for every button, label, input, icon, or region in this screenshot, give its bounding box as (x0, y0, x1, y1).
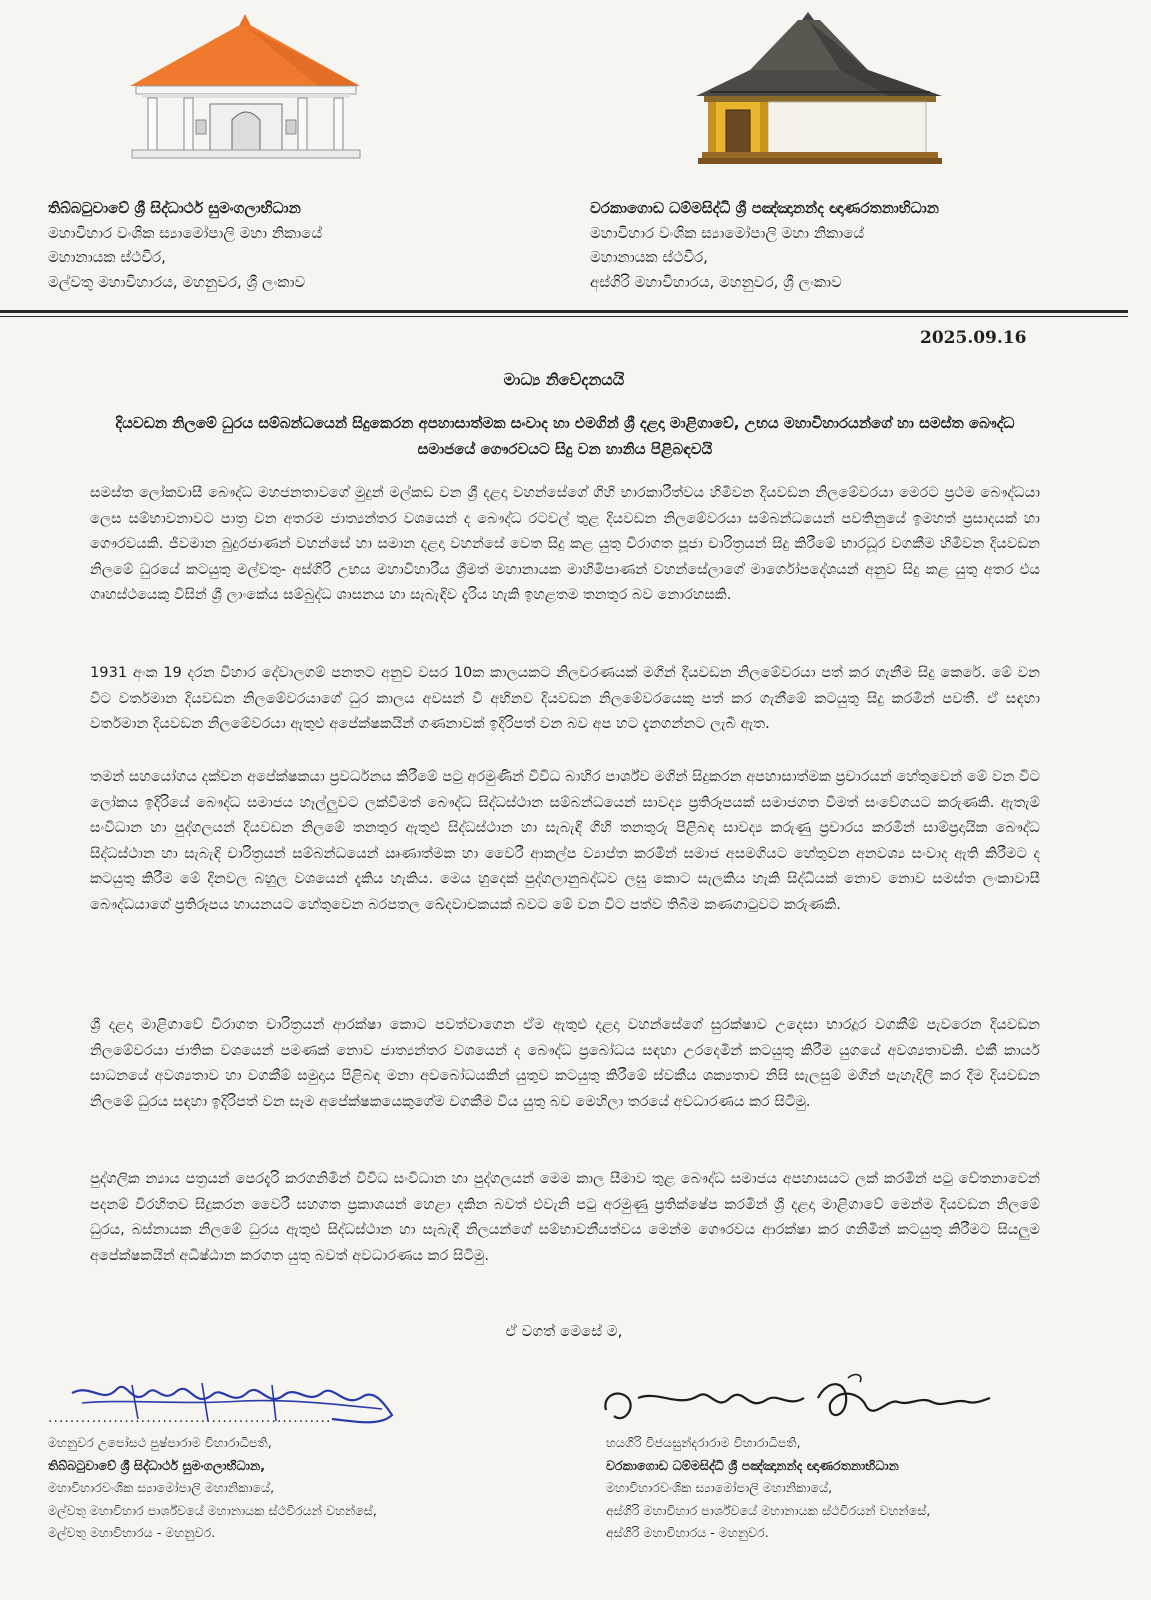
signatory-left-address: මල්වතු මහාවිහාරය - මහනුවර. (48, 1525, 216, 1540)
right-signature (598, 1368, 998, 1438)
signatory-right-title: අස්ගිරි මහාවිහාර පාර්ශ්වයේ මහානායක ස්ථවිරයන් වහන්සේ, (606, 1502, 931, 1518)
document-title: මාධ්‍ය නිවේදනයයි (503, 370, 625, 389)
letterhead-left (48, 196, 528, 294)
octagonal-pavilion-orange-roof-icon (128, 12, 363, 162)
letterhead-divider-thick (0, 310, 1128, 313)
document-subject: දියවඩන නිලමේ ධුරය සම්බන්ධයෙන් සිදුකෙරන අපහාසාත්මක සංවාද හා එමගින් ශ්‍රී දළදා මාළිගාවේ, උභය මහාවිහාරයන්ගේ හා සමස්ත බෞද්ධ සමාජයේ ගෞරවයට සිදු වන හානිය පිළිබඳවයි (115, 414, 1015, 458)
signatory-right-nikaya: මහාවිහාරවංශික ස්‍යාමෝපාලි මහානිකායේ, (606, 1480, 833, 1495)
signature-line: .................................................... (48, 1410, 332, 1426)
document-date: 2025.09.16 (920, 328, 1027, 348)
signatory-right-address: අස්ගිරි මහාවිහාරය - මහනුවර. (606, 1525, 769, 1540)
signatory-left-name: තිබ්බටුවාවේ ශ්‍රී සිද්ධාර්ථ සුමංගලාභිධාන, (48, 1457, 265, 1473)
signatory-left (48, 1432, 498, 1545)
letterhead-divider-thin (0, 316, 1128, 317)
signatory-right-name: වරකාගොඩ ධම්මසිද්ධි ශ්‍රී පඤ්ඤානන්ද ඥාණරතනාභිධාන (606, 1457, 899, 1473)
signatory-right (606, 1432, 1116, 1545)
signatory-left-temple: මහනුවර උපෝසථ පුෂ්පාරාම විහාරාධිපති, (48, 1435, 272, 1450)
letterhead-right-address: අස්ගිරි මහාවිහාරය, මහනුවර, ශ්‍රී ලංකාව (590, 272, 842, 291)
body-paragraph-3: තමන් සහයෝගය දක්වන අපේක්ෂකයා ප්‍රවර්ධනය කිරීමේ පටු අරමුණින් විවිධ බාහිර පාර්ශ්ව මගින් සිදුකරන අපහාසාත්මක ප්‍රචාරයන් හේතුවෙන් මේ වන විට ලෝකය ඉදිරියේ බෞද්ධ සමාජය හෑල්ලුවට ලක්වීමත් බෞද්ධ සිද්ධස්ථාන සම්බන්ධයෙන් සාවද්‍ය ප්‍රතිරූපයක් සමාජගත වීමත් සංවේගයට කරුණකි. ඇතැම් සංවිධාන හා පුද්ගලයන් දියවඩන නිලමේ තනතුර ඇතුළු සිද්ධස්ථාන හා සැබැඳි ගිහි තනතුරු පිළිබඳ සාවද්‍ය කරුණු ප්‍රචාරය කරමින් සාම්ප්‍රදායික බෞද්ධ සිද්ධස්ථාන හා සැබැඳි චාරිත්‍රයන් සම්බන්ධයෙන් ඍණාත්මක හා වෛරී ආකල්ප ව්‍යාප්ත කරමින් සමාජ අසමගියට හේතුවන අනවශ්‍ය සංවාද ඇති කිරීමට ද කටයුතු කිරීම මේ දිනවල බහුල වශයෙන් දැකිය හැකිය. මෙය හුදෙක් පුද්ගලානුබද්ධව ලඝු කොට සැලකිය හැකි සිද්ධියක් නොව නොව සමස්ත ලංකාවාසී බෞද්ධයාගේ ප්‍රතිරූපය හායනයට හේතුවෙන බරපතල ඛේදවාචකයක් බවට මේ වන විට පත්ව තිබීම කණගාටුවට කරුණකි. (90, 768, 1040, 913)
letterhead-right-nikaya: මහාවිහාර වංශික ස්‍යාමෝපාලි මහා නිකායේ (590, 223, 865, 242)
closing-phrase: ඒ වගත් මෙසේ ම, (505, 1322, 623, 1340)
signatory-right-temple: හයගිරි විජයසුන්දරාරාම විහාරාධිපති, (606, 1435, 801, 1450)
body-paragraph-2: 1931 අංක 19 දරන විහාර දේවාලගම් පනතට අනුව වසර 10ක කාලයකට නිලවරණයක් මගින් දියවඩන නිලමේවරයා පත් කර ගැනීම සිදු කෙරේ. මේ වන විට වර්තමාන දියවඩන නිලමේවරයාගේ ධුර කාලය අවසන් වී අභිනව දියවඩන නිලමේවරයෙකු පත් කර ගැනීමේ කටයුතු සිදු කරමින් පවතී. ඒ සඳහා වර්තමාන දියවඩන නිලමේවරයා ඇතුළු අපේක්ෂකයින් ගණනාවක් ඉදිරිපත් වන බව අප හට දැනගන්නට ලැබී ඇත. (90, 664, 1040, 733)
body-paragraph-4: ශ්‍රී දළදා මාළිගාවේ චිරාගත චාරිත්‍රයන් ආරක්ෂා කොට පවත්වාගෙන ඒම ඇතුළු දළදා වහන්සේගේ සුරක්ෂාව උදෙසා භාරදූර වගකීම් පැවරෙන දියවඩන නිලමේවරයා ජාතික වශයෙන් පමණක් නොව ජාත්‍යන්තර වශයෙන් ද බෞද්ධ ප්‍රබෝධය සඳහා උරදෙමින් කටයුතු කිරීම යුගයේ අවශ්‍යතාවකි. එකී කාර්ය සාධනයේ අවශ්‍යතාව හා වගකීම් සමුදාය පිළිබඳ මනා අවබෝධයකින් යුතුව කටයුතු කිරීමේ ස්වකීය ශක්‍යතාව නිසි සැලසුම් මගින් පැහැදිලි කර දීම දියවඩන නිලමේ ධුරය සඳහා ඉදිරිපත් වන සෑම අපේක්ෂකයෙකුගේම වගකීම විය යුතු බව මෙහිලා තරයේ අවධාරණය කර සිටිමු. (90, 1016, 1040, 1110)
body-paragraph-1: සමස්ත ලෝකවාසී බෞද්ධ මහජනතාවගේ මුදුන් මල්කඩ වන ශ්‍රී දළදා වහන්සේගේ ගිහි භාරකාරීත්වය හිමිවන දියවඩන නිලමේවරයා මෙරට ප්‍රථම බෞද්ධයා ලෙස සම්භාවනාවට පාත්‍ර වන අතරම ජාත්‍යන්තර වශයෙන් ද බෞද්ධ රටවල් තුළ දියවඩන නිලමේවරයා සම්බන්ධයෙන් පවතිනුයේ ඉමහත් ප්‍රසාදයක් හා ගෞරවයකි. ජීවමාන බුදුරජාණන් වහන්සේ හා සමාන දළදා වහන්සේ වෙත සිදු කළ යුතු චිරාගත පූජා චාරිත්‍රයන් සිදු කිරීමේ භාරධූර වගකීම හිමිවන දියවඩන නිලමේ ධුරයේ කටයුතු මල්වතු- අස්ගිරි උභය මහාවිහාරීය ශ්‍රීමත් මහානායක මාහිමිපාණන් වහන්සේලාගේ මාර්ගෝපදේශයන් අනුව සිදු කළ යුතු අතර එය ගෘහස්ථයෙකු විසින් ශ්‍රී ලාංකේය සම්බුද්ධ ශාසනය හා සැබැඳිව දැරිය හැකි ඉහළතම තනතුර බව නොරහසකි. (90, 484, 1040, 604)
letterhead-left-nikaya: මහාවිහාර වංශික ස්‍යාමෝපාලි මහා නිකායේ (48, 223, 323, 242)
letterhead-left-rank: මහානායක ස්ථවිර, (48, 248, 166, 266)
temple-building-tiled-roof-icon (690, 12, 950, 167)
letterhead-right (590, 196, 1110, 294)
body-paragraph-5: පුද්ගලික න්‍යාය පත්‍රයන් පෙරදැරි කරගනිමින් විවිධ සංවිධාන හා පුද්ගලයන් මෙම කාල සීමාව තුළ බෞද්ධ සමාජය අපහාසයට ලක් කරමින් පටු චේතනාවෙන් පදනම් විරහිතව සිදුකරන වෛරී සහගත ප්‍රකාශයන් හෙළා දකින බවත් එවැනි පටු අරමුණු ප්‍රතික්ෂේප කරමින් ශ්‍රී දළදා මාළිගාවේ මෙන්ම දියවඩන නිලමේ ධුරය, බස්නායක නිලමේ ධුරය ඇතුළු සිද්ධස්ථාන හා සැබැඳි නිලයන්ගේ සම්භාවනීයත්වය මෙන්ම ගෞරවය ආරක්ෂා කර ගනිමින් කටයුතු කිරීමට සියලුම අපේක්ෂකයින් අධිෂ්ඨාන කරගත යුතු බවත් අවධාරණය කර සිටිමු. (90, 1170, 1040, 1264)
letterhead-left-address: මල්වතු මහාවිහාරය, මහනුවර, ශ්‍රී ලංකාව (48, 272, 306, 291)
letterhead-right-name: වරකාගොඩ ධම්මසිද්ධි ශ්‍රී පඤ්ඤානන්ද ඥාණරතනාභිධාන (590, 199, 939, 217)
letterhead-left-name: තිබ්බටුවාවේ ශ්‍රී සිද්ධාර්ථ සුමංගලාභිධාන (48, 199, 301, 217)
letterhead-right-rank: මහානායක ස්ථවිර, (590, 248, 708, 266)
left-signature (62, 1375, 402, 1435)
signatory-left-title: මල්වතු මහාවිහාර පාර්ශ්වයේ මහානායක ස්ථවිරයන් වහන්සේ, (48, 1502, 377, 1518)
signatory-left-nikaya: මහාවිහාරවංශික ස්‍යාමෝපාලි මහානිකායේ, (48, 1480, 275, 1495)
